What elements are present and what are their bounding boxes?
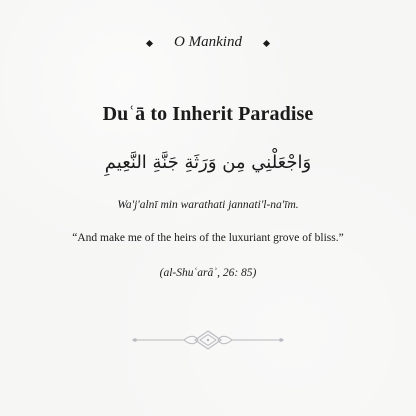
diamond-icon — [146, 40, 153, 47]
ornamental-divider-icon — [132, 328, 284, 352]
diamond-icon — [263, 40, 270, 47]
reference-text: (al-Shuʿarāʾ, 26: 85) — [159, 267, 257, 279]
header-title: O Mankind — [174, 34, 242, 50]
arabic-text: وَاجْعَلْنِي مِن وَرَثَةِ جَنَّةِ النَّعِيمِ — [104, 152, 312, 173]
header — [0, 34, 416, 51]
translation-text: “And make me of the heirs of the luxuriant grove of bliss.” — [72, 232, 344, 244]
page-title: Duʿā to Inherit Paradise — [102, 103, 314, 125]
transliteration-text: Wa'j'alnī min warathati jannati'l-na'īm. — [117, 199, 299, 211]
